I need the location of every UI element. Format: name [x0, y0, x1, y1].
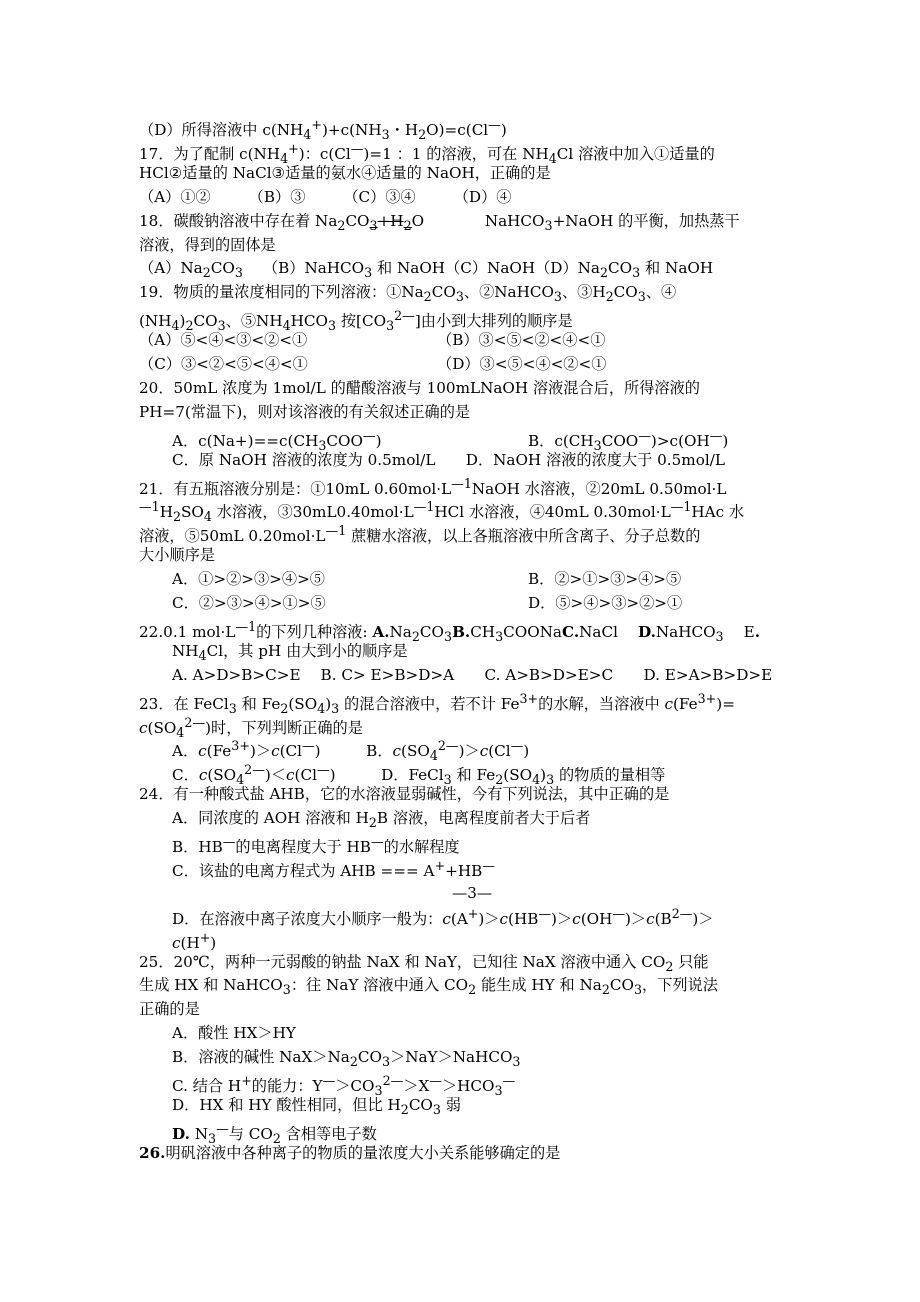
- text-line: 21．有五瓶溶液分别是：①10mL $0.60mol\cdot L^{—1}NaOH$ 水溶液，②20mL 0.50mol·L: [139, 475, 727, 498]
- text-line: A．$c(Fe^{3+})>c(Cl^—)$ B．$c(SO_4^{2—})>c(Cl^—)$: [172, 738, 530, 764]
- text-line: C．该盐的电离方程式为 AHB === A++HB—: [172, 857, 495, 880]
- text-line: 溶液，得到的固体是: [139, 235, 276, 254]
- text-line: D. $N_3^—$与 $CO_2$ 含相等电子数: [172, 1120, 377, 1146]
- option-right-column: B．②>①>③>④>⑤: [528, 570, 682, 589]
- text-line: B．HB—的电离程度大于 HB—的水解程度: [172, 834, 460, 857]
- text-line: （A）⑤<④<③<②<① （B）③<⑤<②<④<①: [139, 331, 606, 350]
- text-line: 生成 HX 和 NaHCO$_3$：往 NaY 溶液中通入 $CO_2$ 能生成 HY 和 $Na_2CO_3$，下列说法: [139, 976, 718, 998]
- text-line: 大小顺序是: [139, 546, 215, 565]
- option-right-column: （D）③<⑤<④<②<①: [437, 355, 607, 373]
- text-line: $c(SO_4^{2—})$时，下列判断正确的是: [139, 714, 363, 740]
- text-line: B．溶液的碱性 $NaX>Na_2CO_3>NaY>NaHCO_3$: [172, 1048, 521, 1070]
- text-line: $NH_4Cl$，其 pH 由大到小的顺序是: [172, 641, 408, 663]
- text-line: 22.0.1 $mol\cdot L^{—1}$的下列几种溶液: $A.Na_2CO_3B.CH_3COONaC.NaCl$ D.NaHCO$_3$ E.: [139, 618, 761, 644]
- text-line: 23．在 FeCl$_3$ 和 $Fe_2(SO_4)_3$ 的混合溶液中，若不计 $Fe^{3+}$的水解，当溶液中 $c(Fe^{3+})=$: [139, 690, 735, 716]
- text-line: A．①>②>③>④>⑤ B．②>①>③>④>⑤: [172, 570, 682, 589]
- option-right-column: D．⑤>④>③>②>①: [528, 594, 683, 612]
- text-line: $^{—1}H_2SO_4$ 水溶液，$③30mL0.40mol\cdot L^{—1}HCl$ 水溶液，④40mL $0.30mol\cdot L^{—1}HAc$ 水: [139, 499, 745, 525]
- text-line: （D）所得溶液中 $c(NH_4^+)+c(NH_3$・$H_2O)=c(Cl^—)$: [139, 117, 507, 143]
- text-line: （A）①② （B）③ （C）③④ （D）④: [139, 187, 512, 206]
- text-line: 正确的是: [139, 1000, 200, 1019]
- text-line: D．HX 和 HY 酸性相同，但比 $H_2CO_3$ 弱: [172, 1095, 461, 1117]
- text-line: 24．有一种酸式盐 AHB，它的水溶液显弱碱性，今有下列说法，其中正确的是: [139, 785, 670, 804]
- text-line: C．$c(SO_4^{2—})<c(Cl^—)$ D．FeCl$_3$ 和 $Fe_2(SO_4)_3$ 的物质的量相等: [172, 762, 666, 788]
- option-right-column: （B）③<⑤<②<④<①: [437, 331, 606, 350]
- text-line: $(A)Na_2CO_3$ （B）NaHCO$_3$ 和 $NaOH(C)NaOH(D)Na_2CO_3$ 和 NaOH: [139, 259, 714, 281]
- text-line: A．同浓度的 AOH 溶液和 $H_2B$ 溶液，电离程度前者大于后者: [172, 809, 591, 831]
- page-number: —3—: [452, 884, 493, 902]
- text-line: 25．20℃，两种一元弱酸的钠盐 NaX 和 NaY，已知往 NaX 溶液中通入 $CO_2$ 只能: [139, 952, 709, 974]
- text-line: D．在溶液中离子浓度大小顺序一般为：$c(A^+)>c(HB^—)>c(OH^—)>c(B^{2—})>$: [172, 905, 714, 928]
- text-line: A. A>D>B>C>E B. C> E>B>D>A C. A>B>D>E>C D. E>A>B>D>E: [172, 665, 773, 684]
- text-line: 20．50mL 浓度为 1mol/L 的醋酸溶液与 100mLNaOH 溶液混合后，所得溶液的: [139, 378, 700, 397]
- text-line: 溶液，⑤50mL $0.20mol\cdot L^{—1}$ 蔗糖水溶液，以上各瓶溶液中所含离子、分子总数的: [139, 523, 701, 546]
- text-line: 26.明矾溶液中各种离子的物质的量浓度大小关系能够确定的是: [139, 1143, 561, 1162]
- text-line: 17．为了配制 $c(NH_4^+)$：c(Cl—)=1 ：1 的溶液，可在 $NH_4Cl$ 溶液中加入①适量的: [139, 140, 715, 166]
- text-line: HCl②适量的 NaCl③适量的氨水④适量的 NaOH，正确的是: [139, 163, 551, 182]
- text-line: C．原 NaOH 溶液的浓度为 0.5mol/L D．NaOH 溶液的浓度大于 0.5mol/L: [172, 450, 725, 469]
- text-line: A．酸性 HX＞HY: [172, 1024, 296, 1043]
- text-line: 18．碳酸钠溶液中存在着 $Na_2CO_3+H_2O$ NaHCO$_3$+NaOH 的平衡，加热蒸干: [139, 211, 740, 233]
- text-line: PH=7(常温下)，则对该溶液的有关叙述正确的是: [139, 402, 471, 421]
- text-line: 19．物质的量浓度相同的下列溶液：$①Na_2CO_3$、②NaHCO$_3$、$③H_2CO_3$、④: [139, 283, 677, 305]
- text-line: （C）③<②<⑤<④<① （D）③<⑤<④<②<①: [139, 355, 607, 373]
- text-line: $(NH_4)_2CO_3$、$⑤NH_4HCO_3$ 按$[CO_3^{2—}]$由小到大排列的顺序是: [139, 308, 573, 334]
- text-line: A．$c(Na+)==c(CH_3COO^—)$ B．$c(CH_3COO^—)>c(OH^—)$: [172, 426, 872, 448]
- text-line: C. 结合 H+的能力：$Y^—>CO_3^{2—}>X^—>HCO_3^—$: [172, 1073, 516, 1099]
- text-line: c(H+): [172, 929, 217, 952]
- text-line: C．②>③>④>①>⑤ D．⑤>④>③>②>①: [172, 594, 683, 612]
- option-right-column: B．$c(CH_3COO^—)>c(OH^—)$: [528, 427, 729, 453]
